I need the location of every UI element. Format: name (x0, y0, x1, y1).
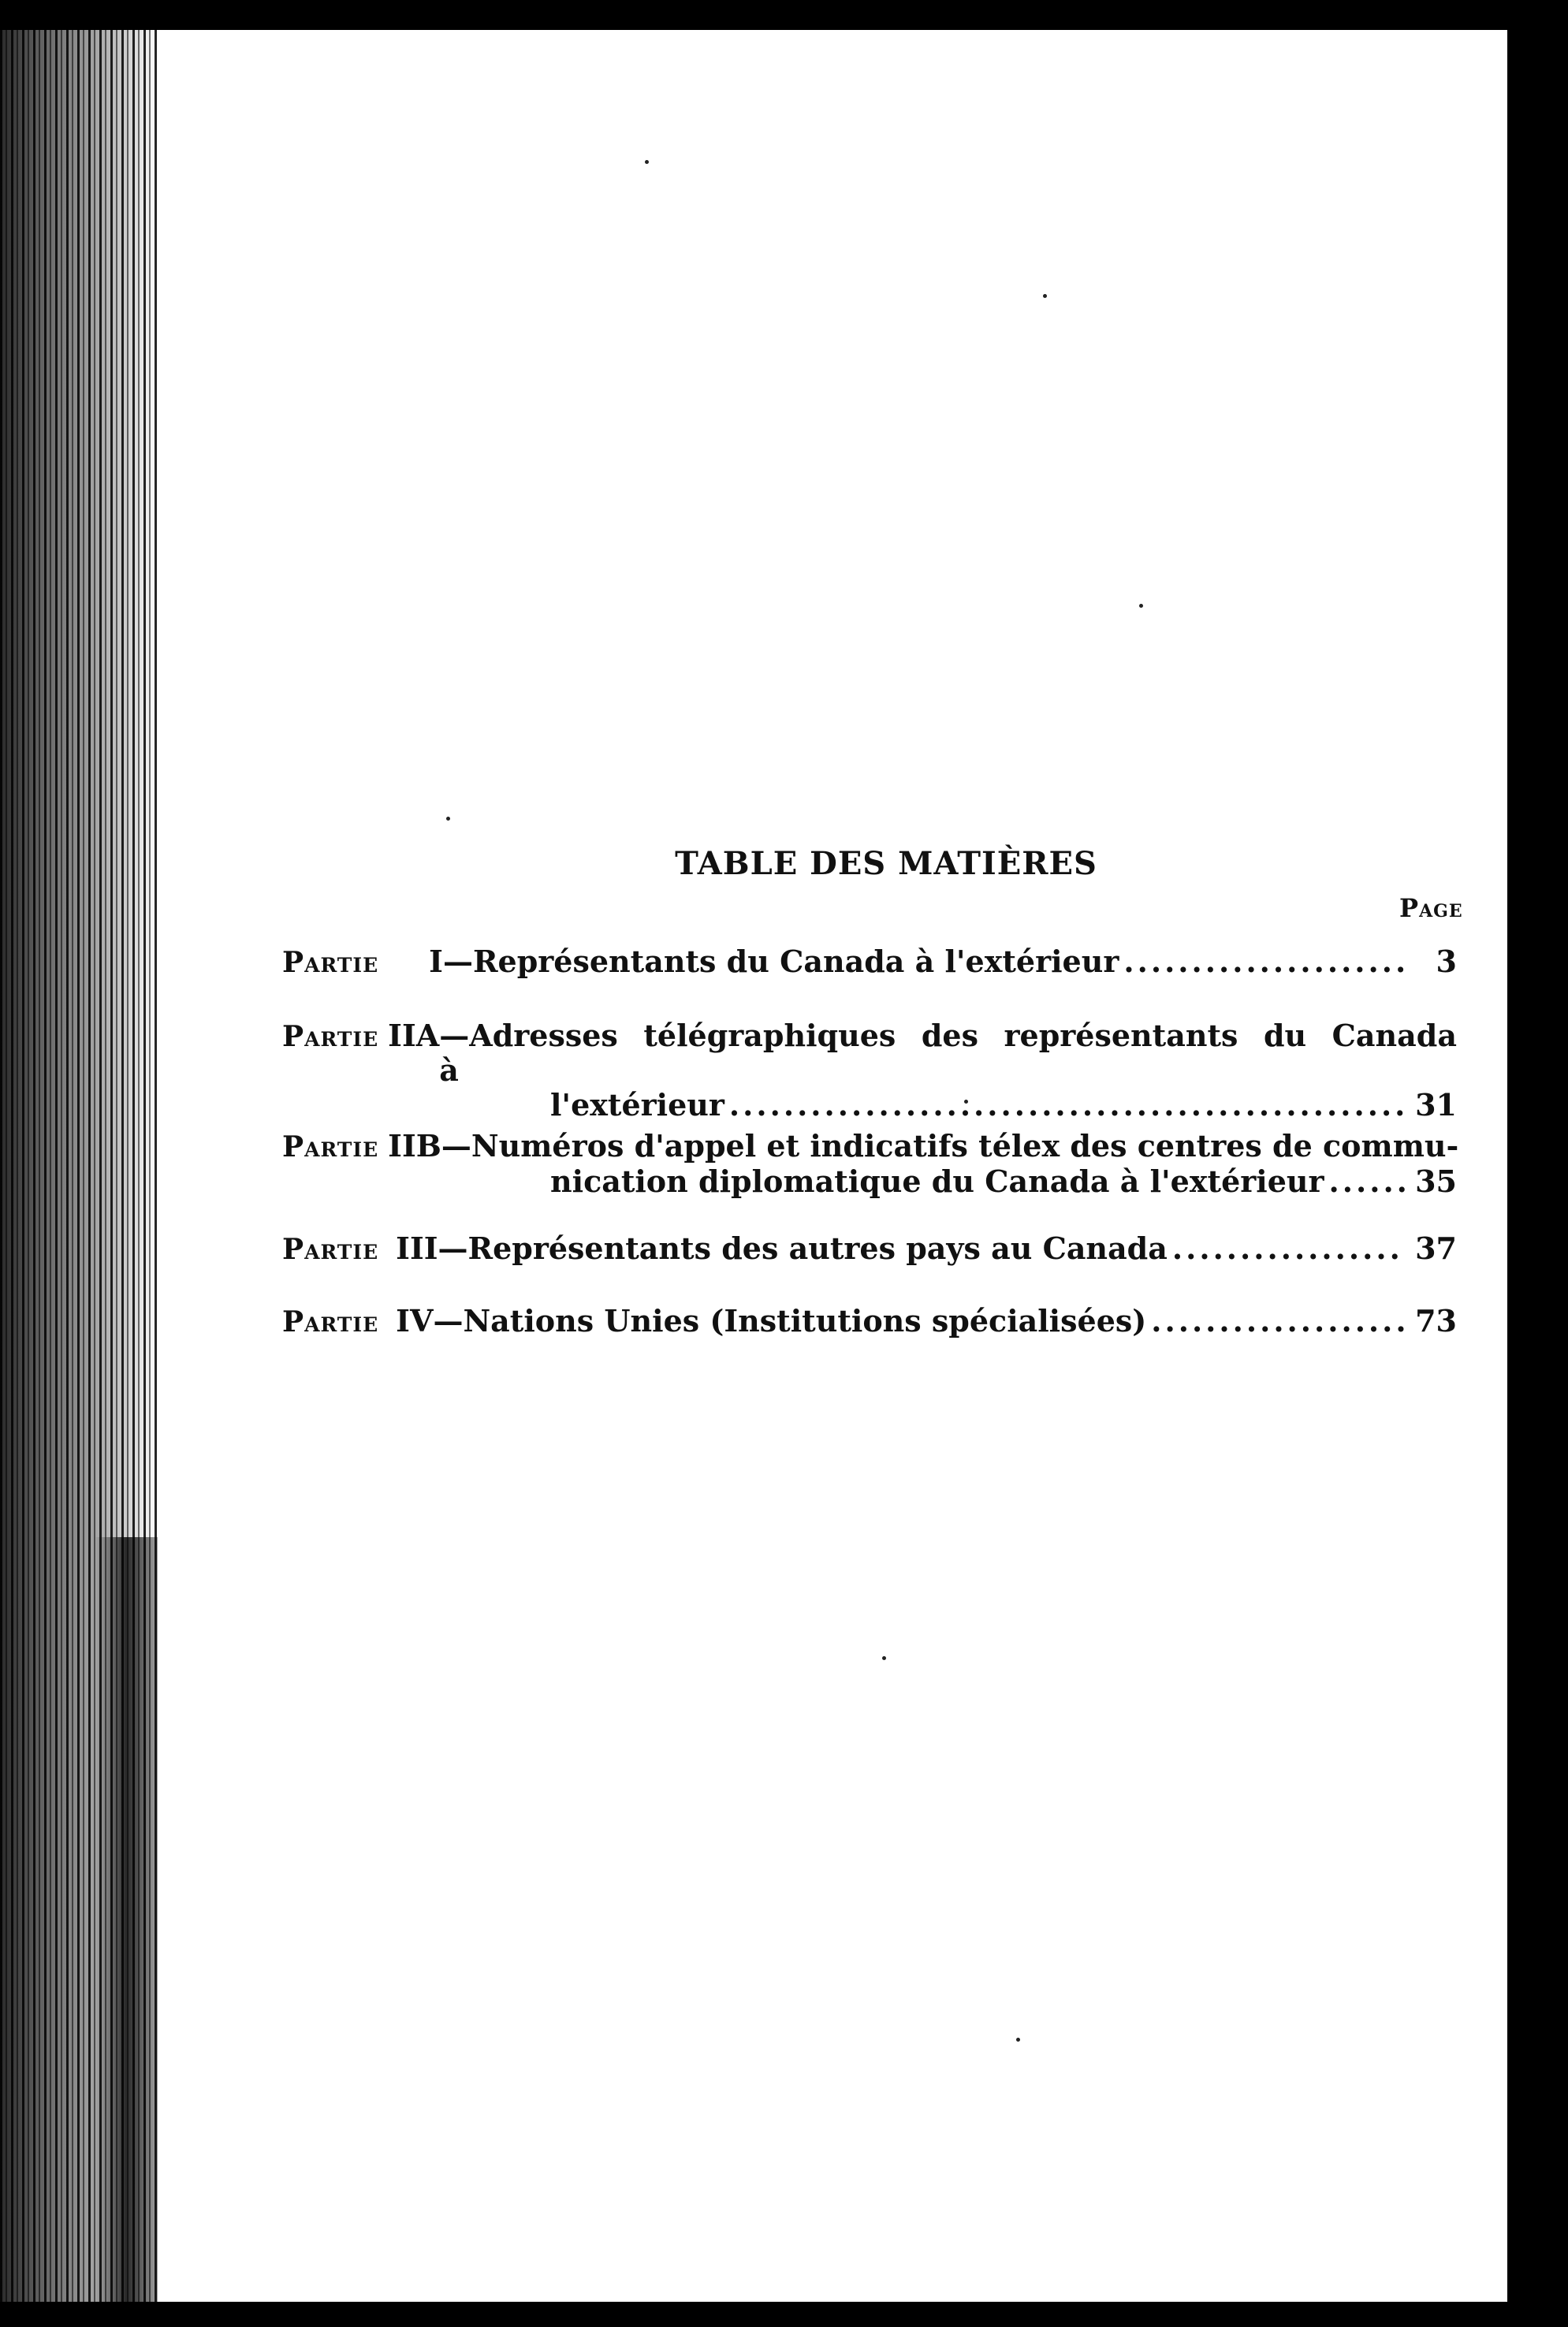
scan-right-border (1507, 0, 1568, 2327)
toc-entry-part-i[interactable] (282, 944, 1457, 980)
scan-speck (645, 160, 649, 164)
toc-entry-part-iib[interactable] (282, 1129, 1457, 1199)
part-label: Partie (282, 946, 379, 979)
part-number: IV (396, 1303, 434, 1338)
part-number: IIB (388, 1128, 441, 1164)
scan-bottom-border (0, 2302, 1568, 2327)
part-label: Partie (282, 1130, 379, 1164)
toc-entry-part-iv[interactable] (282, 1304, 1457, 1339)
scan-speck (446, 817, 450, 821)
part-number: IIA (388, 1018, 440, 1053)
entry-title-continuation: l'extérieur (550, 1087, 724, 1123)
toc-entry-part-iii[interactable] (282, 1231, 1457, 1267)
dot-leader (729, 1088, 1405, 1123)
page-number: 35 (1415, 1164, 1457, 1199)
entry-title: —Représentants du Canada à l'extérieur (442, 944, 1119, 979)
entry-title: —Nations Unies (Institutions spécialisées) (433, 1303, 1147, 1338)
part-label: Partie (282, 1233, 379, 1266)
part-number: I (429, 944, 443, 979)
entry-title-continuation: nication diplomatique du Canada à l'extérieur (550, 1164, 1324, 1199)
entry-title: —Adresses télégraphiques des représentants du Canada à (439, 1018, 1457, 1088)
page-number: 31 (1415, 1087, 1457, 1123)
dot-leader (1123, 944, 1405, 979)
page-number: 37 (1415, 1231, 1457, 1266)
dot-leader (1172, 1231, 1405, 1266)
toc-entry-part-iia[interactable] (282, 1018, 1457, 1123)
entry-title: —Numéros d'appel et indicatifs télex des centres de commu- (441, 1128, 1459, 1164)
scan-speck (1139, 604, 1143, 608)
part-label: Partie (282, 1020, 379, 1053)
scan-top-border (0, 0, 1568, 30)
dot-leader (1329, 1164, 1405, 1199)
part-number: III (396, 1231, 438, 1266)
page-title: TABLE DES MATIÈRES (675, 845, 1097, 882)
dot-leader (1151, 1304, 1405, 1338)
page-number: 73 (1415, 1303, 1457, 1338)
part-label: Partie (282, 1305, 379, 1338)
scan-binding-shadow (0, 1537, 158, 2325)
entry-title: —Représentants des autres pays au Canada (438, 1231, 1168, 1266)
page-number: 3 (1436, 944, 1457, 979)
scan-speck (1016, 2038, 1020, 2042)
page-column-label: Page (1399, 893, 1463, 923)
scan-speck (1043, 294, 1047, 298)
scan-speck (882, 1656, 886, 1660)
